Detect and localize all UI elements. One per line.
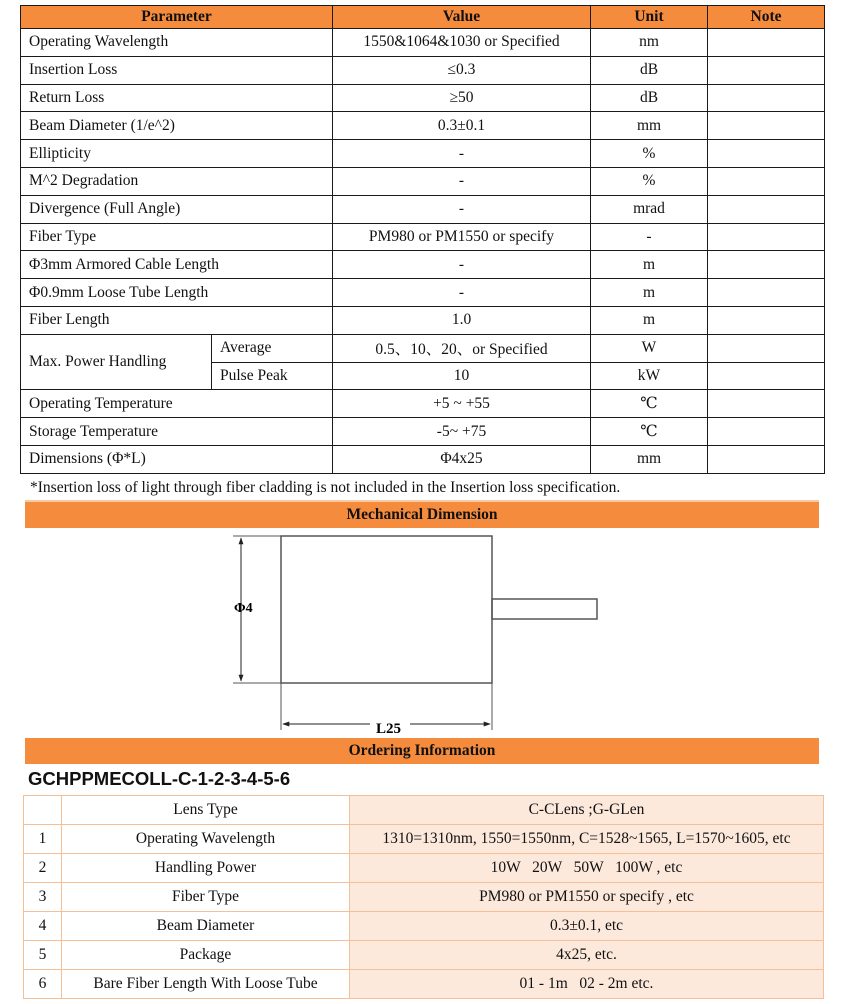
value-cell: -5~ +75 — [333, 418, 591, 446]
note-cell — [708, 445, 825, 473]
order-options: 0.3±0.1, etc — [350, 912, 824, 941]
note-cell — [708, 29, 825, 57]
value-cell: - — [333, 167, 591, 195]
order-name: Operating Wavelength — [62, 825, 350, 854]
param-cell: Φ0.9mm Loose Tube Length — [21, 279, 333, 307]
diameter-label: Φ4 — [234, 601, 253, 616]
order-index: 2 — [24, 854, 62, 883]
param-cell: Beam Diameter (1/e^2) — [21, 112, 333, 140]
note-cell — [708, 279, 825, 307]
unit-cell: dB — [591, 56, 708, 84]
order-options: PM980 or PM1550 or specify , etc — [350, 883, 824, 912]
value-cell: 0.5、10、20、or Specified — [333, 334, 591, 362]
mechanical-drawing — [0, 528, 842, 736]
table-row — [24, 970, 824, 999]
value-cell: - — [333, 279, 591, 307]
sub-param-cell: Average — [212, 334, 333, 362]
unit-cell: ℃ — [591, 390, 708, 418]
note-cell — [708, 390, 825, 418]
param-cell: Insertion Loss — [21, 56, 333, 84]
unit-cell: kW — [591, 362, 708, 390]
order-index: 5 — [24, 941, 62, 970]
value-cell: 0.3±0.1 — [333, 112, 591, 140]
table-row — [24, 941, 824, 970]
table-row — [21, 195, 825, 223]
order-name: Fiber Type — [62, 883, 350, 912]
value-cell: PM980 or PM1550 or specify — [333, 223, 591, 251]
fiber-pigtail — [492, 599, 597, 619]
ordering-information-header: Ordering Information — [25, 738, 819, 764]
param-cell: M^2 Degradation — [21, 167, 333, 195]
note-cell — [708, 140, 825, 168]
unit-cell: W — [591, 334, 708, 362]
spec-table — [20, 5, 825, 474]
param-cell: Divergence (Full Angle) — [21, 195, 333, 223]
value-cell: Φ4x25 — [333, 445, 591, 473]
order-name: Beam Diameter — [62, 912, 350, 941]
param-cell: Operating Temperature — [21, 390, 333, 418]
table-row — [24, 912, 824, 941]
note-cell — [708, 418, 825, 446]
param-cell: Operating Wavelength — [21, 29, 333, 57]
unit-cell: m — [591, 251, 708, 279]
unit-cell: m — [591, 306, 708, 334]
order-name: Lens Type — [62, 796, 350, 825]
table-row — [21, 140, 825, 168]
value-cell: - — [333, 140, 591, 168]
header-value: Value — [333, 6, 591, 29]
order-index: 4 — [24, 912, 62, 941]
value-cell: - — [333, 251, 591, 279]
spec-header-row — [21, 6, 825, 29]
header-unit: Unit — [591, 6, 708, 29]
unit-cell: mm — [591, 112, 708, 140]
unit-cell: dB — [591, 84, 708, 112]
note-cell — [708, 306, 825, 334]
order-options: 1310=1310nm, 1550=1550nm, C=1528~1565, L=1570~1605, etc — [350, 825, 824, 854]
value-cell: 1550&1064&1030 or Specified — [333, 29, 591, 57]
order-index: 6 — [24, 970, 62, 999]
header-note: Note — [708, 6, 825, 29]
order-options: C-CLens ;G-GLen — [350, 796, 824, 825]
order-index: 1 — [24, 825, 62, 854]
mechanical-dimension-header: Mechanical Dimension — [25, 500, 819, 528]
table-row — [24, 825, 824, 854]
value-cell: 10 — [333, 362, 591, 390]
ordering-table — [23, 795, 824, 999]
note-cell — [708, 334, 825, 362]
unit-cell: mm — [591, 445, 708, 473]
order-name: Package — [62, 941, 350, 970]
note-cell — [708, 56, 825, 84]
order-index — [24, 796, 62, 825]
order-options: 01 - 1m 02 - 2m etc. — [350, 970, 824, 999]
table-row — [24, 796, 824, 825]
table-row — [21, 29, 825, 57]
note-cell — [708, 362, 825, 390]
note-cell — [708, 251, 825, 279]
header-parameter: Parameter — [21, 6, 333, 29]
note-cell — [708, 195, 825, 223]
length-label: L25 — [376, 721, 402, 736]
insertion-loss-footnote: *Insertion loss of light through fiber cladding is not included in the Insertion loss specification. — [30, 479, 621, 496]
order-name: Handling Power — [62, 854, 350, 883]
value-cell: - — [333, 195, 591, 223]
table-row — [21, 334, 825, 362]
order-name: Bare Fiber Length With Loose Tube — [62, 970, 350, 999]
unit-cell: % — [591, 167, 708, 195]
note-cell — [708, 112, 825, 140]
ordering-code: GCHPPMECOLL-C-1-2-3-4-5-6 — [28, 768, 291, 789]
collimator-body — [281, 536, 492, 683]
param-cell: Ellipticity — [21, 140, 333, 168]
table-row — [21, 223, 825, 251]
param-cell: Dimensions (Φ*L) — [21, 445, 333, 473]
unit-cell: % — [591, 140, 708, 168]
table-row — [24, 883, 824, 912]
value-cell: 1.0 — [333, 306, 591, 334]
note-cell — [708, 167, 825, 195]
param-cell: Max. Power Handling — [21, 334, 212, 390]
value-cell: ≤0.3 — [333, 56, 591, 84]
table-row — [21, 418, 825, 446]
unit-cell: nm — [591, 29, 708, 57]
table-row — [24, 854, 824, 883]
table-row — [21, 112, 825, 140]
param-cell: Return Loss — [21, 84, 333, 112]
order-index: 3 — [24, 883, 62, 912]
value-cell: ≥50 — [333, 84, 591, 112]
unit-cell: mrad — [591, 195, 708, 223]
value-cell: +5 ~ +55 — [333, 390, 591, 418]
table-row — [21, 279, 825, 307]
note-cell — [708, 84, 825, 112]
order-options: 10W 20W 50W 100W , etc — [350, 854, 824, 883]
sub-param-cell: Pulse Peak — [212, 362, 333, 390]
note-cell — [708, 223, 825, 251]
unit-cell: ℃ — [591, 418, 708, 446]
param-cell: Fiber Length — [21, 306, 333, 334]
table-row — [21, 445, 825, 473]
table-row — [21, 84, 825, 112]
unit-cell: m — [591, 279, 708, 307]
param-cell: Φ3mm Armored Cable Length — [21, 251, 333, 279]
table-row — [21, 390, 825, 418]
table-row — [21, 306, 825, 334]
table-row — [21, 167, 825, 195]
table-row — [21, 56, 825, 84]
param-cell: Storage Temperature — [21, 418, 333, 446]
order-options: 4x25, etc. — [350, 941, 824, 970]
param-cell: Fiber Type — [21, 223, 333, 251]
unit-cell: - — [591, 223, 708, 251]
table-row — [21, 251, 825, 279]
